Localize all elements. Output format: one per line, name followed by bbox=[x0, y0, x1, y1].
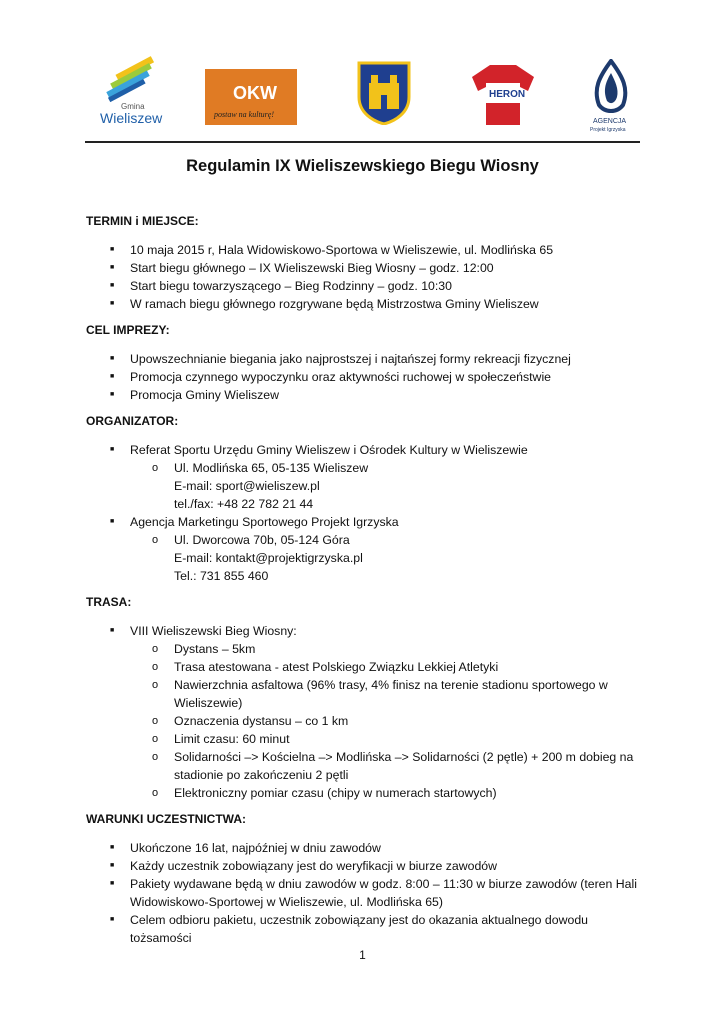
heron-jersey-logo bbox=[470, 63, 536, 127]
list-item: ■ Upowszechnianie biegania jako najprostszej i najtańszej formy rekreacji fizycznej bbox=[86, 350, 646, 368]
list-item: o Trasa atestowana - atest Polskiego Związku Lekkiej Atletyki bbox=[130, 658, 646, 676]
okw-slogan-text: postaw na kulturę! bbox=[214, 110, 274, 119]
list-item: o Oznaczenia dystansu – co 1 km bbox=[130, 712, 646, 730]
page-number: 1 bbox=[359, 948, 366, 962]
list-item bbox=[130, 459, 646, 513]
list-item: ■ 10 maja 2015 r, Hala Widowiskowo-Sportowa w Wieliszewie, ul. Modlińska 65 bbox=[86, 241, 646, 259]
list-item: ■ Promocja czynnego wypoczynku oraz aktywności ruchowej w społeczeństwie bbox=[86, 368, 646, 386]
list-item bbox=[86, 441, 646, 513]
trasa-details bbox=[130, 640, 646, 802]
list-item: ■ Start biegu głównego – IX Wieliszewski Bieg Wiosny – godz. 12:00 bbox=[86, 259, 646, 277]
section-heading-trasa: TRASA: bbox=[86, 595, 132, 609]
list-item: ■ W ramach biegu głównego rozgrywane będą Mistrzostwa Gminy Wieliszew bbox=[86, 295, 646, 313]
organizator-list bbox=[86, 441, 646, 585]
warunki-list bbox=[86, 839, 646, 947]
okw-brand-text: OKW bbox=[233, 83, 277, 103]
agencja-sub-text: Projekt Igrzyska bbox=[590, 127, 626, 133]
list-item bbox=[86, 622, 646, 802]
list-item: o Solidarności –> Kościelna –> Modlińska –> Solidarności (2 pętle) + 200 m dobieg na stadionie po zakończeniu 2 pętli bbox=[130, 748, 646, 784]
list-item: o Limit czasu: 60 minut bbox=[130, 730, 646, 748]
gmina-small-text: Gmina bbox=[121, 102, 145, 111]
section-heading-termin: TERMIN i MIEJSCE: bbox=[86, 214, 199, 228]
okw-logo bbox=[205, 69, 297, 125]
cel-list bbox=[86, 350, 646, 404]
gmina-big-text: Wieliszew bbox=[100, 110, 163, 126]
document-body bbox=[86, 212, 646, 947]
org1-details bbox=[130, 459, 646, 513]
list-item: ■ Każdy uczestnik zobowiązany jest do weryfikacji w biurze zawodów bbox=[86, 857, 646, 875]
list-item: o Elektroniczny pomiar czasu (chipy w numerach startowych) bbox=[130, 784, 646, 802]
document-title: Regulamin IX Wieliszewskiego Biegu Wiosny bbox=[186, 157, 539, 175]
list-item bbox=[86, 513, 646, 585]
org1-address: o Ul. Modlińska 65, 05-135 Wieliszew bbox=[174, 461, 369, 475]
agencja-text: AGENCJA bbox=[593, 118, 627, 125]
section-heading-warunki: WARUNKI UCZESTNICTWA: bbox=[86, 812, 246, 826]
org2-address: o Ul. Dworcowa 70b, 05-124 Góra bbox=[174, 533, 350, 547]
trasa-list bbox=[86, 622, 646, 802]
org2-email: E-mail: kontakt@projektigrzyska.pl bbox=[174, 551, 363, 565]
org2-name: Agencja Marketingu Sportowego Projekt Igrzyska bbox=[130, 515, 399, 529]
org1-email: E-mail: sport@wieliszew.pl bbox=[174, 479, 320, 493]
list-item: ■ Pakiety wydawane będą w dniu zawodów w godz. 8:00 – 11:30 w biurze zawodów (teren Hali Widowiskowo-Sportowej w Wieliszewie, ul. Modlińska 65) bbox=[86, 875, 646, 911]
section-heading-organizator: ORGANIZATOR: bbox=[86, 414, 179, 428]
trasa-item: VIII Wieliszewski Bieg Wiosny: bbox=[130, 624, 297, 638]
org2-details bbox=[130, 531, 646, 585]
list-item: o Nawierzchnia asfaltowa (96% trasy, 4% finisz na terenie stadionu sportowego w Wieliszewie) bbox=[130, 676, 646, 712]
gmina-wieliszew-logo bbox=[95, 55, 175, 130]
header-divider bbox=[85, 141, 640, 143]
list-item: ■ Start biegu towarzyszącego – Bieg Rodzinny – godz. 10:30 bbox=[86, 277, 646, 295]
coat-of-arms-logo bbox=[357, 61, 411, 125]
org1-phone: tel./fax: +48 22 782 21 44 bbox=[174, 497, 314, 511]
list-item: ■ Promocja Gminy Wieliszew bbox=[86, 386, 646, 404]
list-item bbox=[130, 531, 646, 585]
org1-name: Referat Sportu Urzędu Gminy Wieliszew i Ośrodek Kultury w Wieliszewie bbox=[130, 443, 528, 457]
termin-list bbox=[86, 241, 646, 313]
list-item: ■ Ukończone 16 lat, najpóźniej w dniu zawodów bbox=[86, 839, 646, 857]
logo-bar bbox=[85, 55, 640, 135]
heron-text: HERON bbox=[489, 89, 526, 100]
agencja-logo bbox=[585, 59, 637, 133]
org2-phone: Tel.: 731 855 460 bbox=[174, 569, 269, 583]
list-item: ■ Celem odbioru pakietu, uczestnik zobowiązany jest do okazania aktualnego dowodu tożsamości bbox=[86, 911, 646, 947]
section-heading-cel: CEL IMPREZY: bbox=[86, 323, 170, 337]
list-item: o Dystans – 5km bbox=[130, 640, 646, 658]
